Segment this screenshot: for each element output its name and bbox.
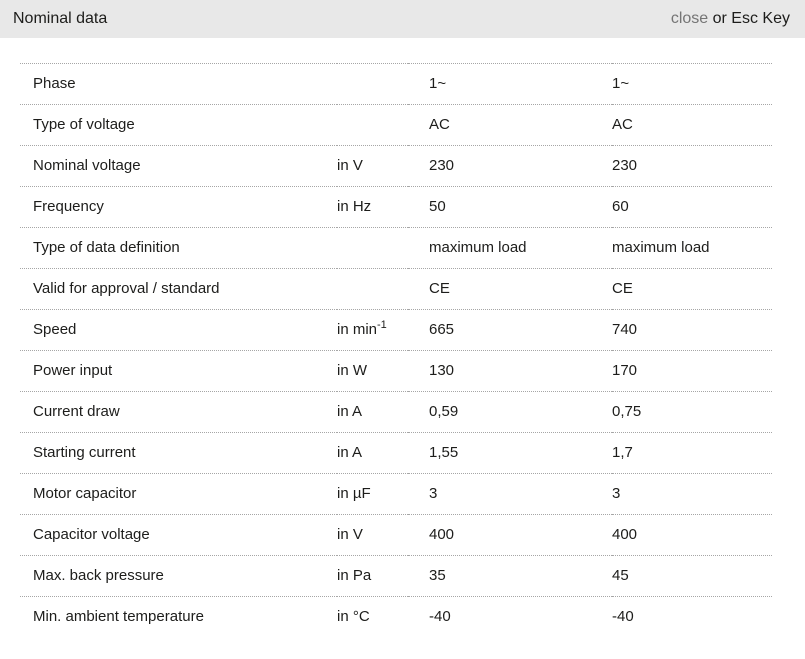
value-variant-1: AC xyxy=(408,105,612,146)
parameter-unit: in V xyxy=(337,526,363,543)
value-variant-2: 170 xyxy=(612,351,772,392)
table-row xyxy=(20,310,408,351)
table-row xyxy=(20,146,408,187)
value-variant-1: 400 xyxy=(408,515,612,556)
value-variant-1: 230 xyxy=(408,146,612,187)
parameter-unit: in A xyxy=(337,403,363,420)
parameter-label: Max. back pressure xyxy=(20,556,337,597)
table-row xyxy=(408,146,772,187)
table-row xyxy=(20,187,408,228)
table-row xyxy=(408,392,772,433)
table-row xyxy=(408,597,772,638)
table-row xyxy=(408,433,772,474)
table-row xyxy=(20,351,408,392)
parameter-label: Motor capacitor xyxy=(20,474,337,515)
value-variant-1: maximum load xyxy=(408,228,612,269)
value-variant-1: 130 xyxy=(408,351,612,392)
table-row xyxy=(20,433,408,474)
table-row xyxy=(20,228,408,269)
parameter-unit-cell xyxy=(337,556,408,597)
value-variant-2: 3 xyxy=(612,474,772,515)
value-variant-2: AC xyxy=(612,105,772,146)
table-row xyxy=(20,64,408,105)
value-variant-2: 1~ xyxy=(612,64,772,105)
parameter-unit-cell xyxy=(337,269,408,310)
parameter-unit-cell xyxy=(337,474,408,515)
parameter-unit-cell xyxy=(337,351,408,392)
table-row xyxy=(408,474,772,515)
table-row xyxy=(20,105,408,146)
value-variant-2: 45 xyxy=(612,556,772,597)
parameter-unit: in °C xyxy=(337,608,370,625)
close-link[interactable]: close xyxy=(670,10,709,27)
table-row xyxy=(408,269,772,310)
table-row xyxy=(408,556,772,597)
parameter-unit-cell xyxy=(337,187,408,228)
value-variant-2: maximum load xyxy=(612,228,772,269)
table-row xyxy=(408,228,772,269)
table-row xyxy=(408,310,772,351)
table-row xyxy=(20,474,408,515)
table-row xyxy=(20,515,408,556)
parameter-unit: in V xyxy=(337,157,363,174)
value-variant-2: CE xyxy=(612,269,772,310)
value-variant-1: 0,59 xyxy=(408,392,612,433)
value-variant-2: 0,75 xyxy=(612,392,772,433)
parameter-unit: in Pa xyxy=(337,567,372,584)
value-variant-2: 60 xyxy=(612,187,772,228)
nominal-data-table xyxy=(20,63,772,637)
value-variant-2: 230 xyxy=(612,146,772,187)
value-variant-1: 1,55 xyxy=(408,433,612,474)
parameter-label: Type of voltage xyxy=(20,105,337,146)
parameter-unit-cell xyxy=(337,392,408,433)
parameter-label: Nominal voltage xyxy=(20,146,337,187)
parameter-label: Type of data definition xyxy=(20,228,337,269)
parameter-label: Min. ambient temperature xyxy=(20,597,337,638)
parameter-label: Starting current xyxy=(20,433,337,474)
parameter-label: Power input xyxy=(20,351,337,392)
parameter-label: Valid for approval / standard xyxy=(20,269,337,310)
value-variant-1: -40 xyxy=(408,597,612,638)
esc-key-hint: or Esc Key xyxy=(708,10,790,27)
value-variant-2: 400 xyxy=(612,515,772,556)
value-variant-1: 665 xyxy=(408,310,612,351)
parameter-unit-cell xyxy=(337,433,408,474)
parameter-label: Capacitor voltage xyxy=(20,515,337,556)
table-row xyxy=(20,392,408,433)
parameter-unit-cell xyxy=(337,515,408,556)
table-row xyxy=(20,269,408,310)
parameter-unit-cell xyxy=(337,105,408,146)
value-variant-1: CE xyxy=(408,269,612,310)
dialog-titlebar xyxy=(0,0,805,38)
parameter-unit-cell xyxy=(337,146,408,187)
parameter-label: Current draw xyxy=(20,392,337,433)
parameter-unit: in µF xyxy=(337,485,371,502)
values-table xyxy=(408,63,772,637)
table-row xyxy=(408,187,772,228)
value-variant-2: -40 xyxy=(612,597,772,638)
parameter-unit: in Hz xyxy=(337,198,372,215)
parameter-unit-exponent: -1 xyxy=(377,319,387,331)
parameter-unit: in W xyxy=(337,362,367,379)
parameter-unit-cell xyxy=(337,597,408,638)
value-variant-1: 3 xyxy=(408,474,612,515)
value-variant-1: 50 xyxy=(408,187,612,228)
parameter-unit-cell xyxy=(337,228,408,269)
table-row xyxy=(408,515,772,556)
close-area xyxy=(671,10,790,28)
table-row xyxy=(20,556,408,597)
parameter-unit-cell xyxy=(337,310,408,351)
parameter-label: Speed xyxy=(20,310,337,351)
table-row xyxy=(408,105,772,146)
value-variant-2: 740 xyxy=(612,310,772,351)
table-row xyxy=(20,597,408,638)
parameter-label: Phase xyxy=(20,64,337,105)
value-variant-1: 35 xyxy=(408,556,612,597)
value-variant-2: 1,7 xyxy=(612,433,772,474)
value-variant-1: 1~ xyxy=(408,64,612,105)
parameter-unit: in A xyxy=(337,444,363,461)
parameter-label: Frequency xyxy=(20,187,337,228)
parameter-table xyxy=(20,63,408,637)
table-row xyxy=(408,351,772,392)
parameter-unit-cell xyxy=(337,64,408,105)
parameter-unit: in min xyxy=(337,321,378,338)
table-row xyxy=(408,64,772,105)
dialog-title: Nominal data xyxy=(13,10,108,27)
